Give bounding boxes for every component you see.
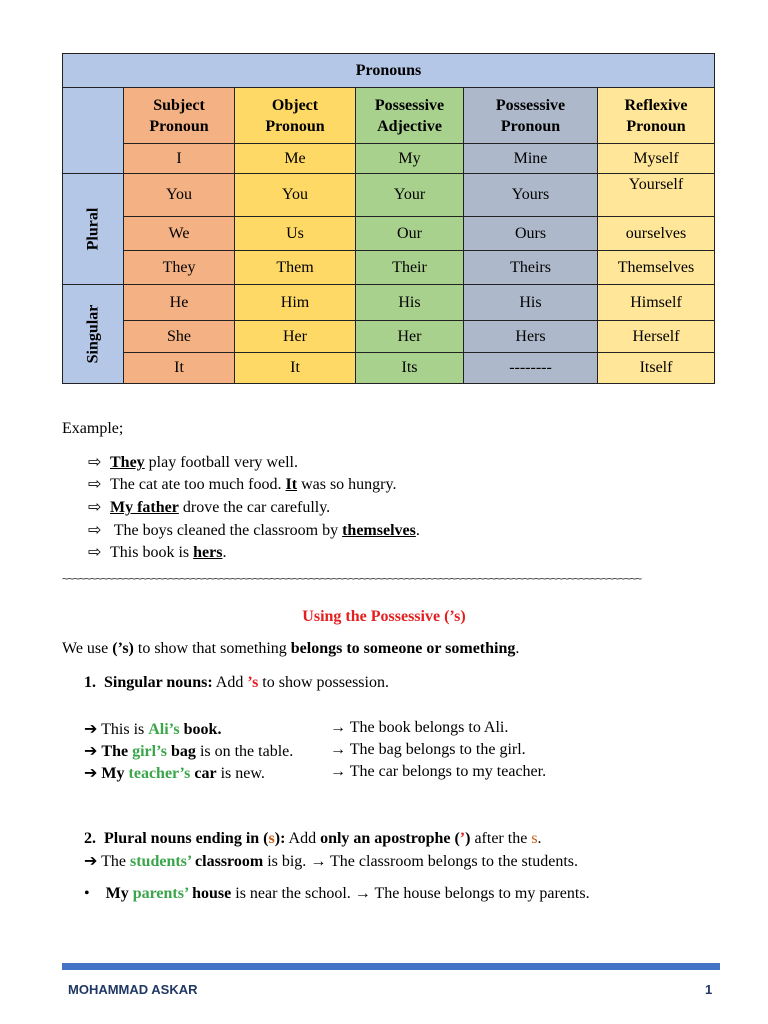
rule-plural: 2. Plural nouns ending in (s): Add only an apostrophe (’) after the s.	[84, 830, 542, 847]
table-row	[63, 285, 715, 321]
header-possessive-pronoun: Possessive Pronoun	[464, 88, 598, 144]
arrow-icon: →	[310, 853, 327, 870]
singular-meaning: → The car belongs to my teacher.	[330, 763, 547, 780]
cell: Hers	[464, 321, 598, 353]
example-item: ⇨ The boys cleaned the classroom by themselves.	[88, 522, 420, 539]
singular-meaning: → The book belongs to Ali.	[330, 719, 509, 736]
cell: Your	[356, 174, 464, 217]
right-arrow-outline-icon: ⇨	[88, 499, 102, 516]
table-row	[63, 321, 715, 353]
cell: Their	[356, 251, 464, 285]
table-row	[63, 251, 715, 285]
cell: You	[124, 174, 235, 217]
cell: Himself	[598, 285, 715, 321]
rule-singular: 1. Singular nouns: Add ’s to show possession.	[84, 674, 389, 691]
pronouns-table	[62, 53, 715, 384]
header-reflexive-pronoun: Reflexive Pronoun	[598, 88, 715, 144]
bullet-example: • My parents’ house is near the school. → The house belongs to my parents.	[84, 885, 590, 902]
cell: Theirs	[464, 251, 598, 285]
cell: It	[235, 353, 356, 384]
singular-meaning: → The bag belongs to the girl.	[330, 741, 526, 758]
right-arrow-outline-icon: ⇨	[88, 522, 102, 539]
header-object-pronoun: Object Pronoun	[235, 88, 356, 144]
thick-arrow-icon: ➔	[84, 743, 98, 760]
example-item: ⇨ The cat ate too much food. It was so hungry.	[88, 476, 397, 493]
arrow-icon: →	[330, 719, 346, 736]
cell: He	[124, 285, 235, 321]
cell: I	[124, 144, 235, 174]
plural-example: ➔ The students’ classroom is big. → The classroom belongs to the students.	[84, 853, 578, 870]
table-title: Pronouns	[63, 54, 715, 88]
cell: Him	[235, 285, 356, 321]
bullet-icon: •	[84, 885, 90, 902]
cell: Me	[235, 144, 356, 174]
plural-label: Plural	[83, 207, 101, 251]
cell: Itself	[598, 353, 715, 384]
thick-arrow-icon: ➔	[84, 765, 98, 782]
header-possessive-adjective: Possessive Adjective	[356, 88, 464, 144]
example-heading: Example;	[62, 420, 124, 437]
wavy-divider: ~~~~~~~~~~~~~~~~~~~~~~~~~~~~~~~~~~~~~~~~~~~~~~~~~~~~~~~~~~~~~~~~~~~~~~~~~~~~~~~~~~~~~~~~~~~~~~~~~~~~~~~	[62, 572, 642, 585]
singular-example: ➔ This is Ali’s book.	[84, 721, 222, 738]
cell: It	[124, 353, 235, 384]
plural-label-cell	[63, 174, 124, 285]
cell: Us	[235, 217, 356, 251]
right-arrow-outline-icon: ⇨	[88, 476, 102, 493]
cell: We	[124, 217, 235, 251]
cell: Them	[235, 251, 356, 285]
cell: My	[356, 144, 464, 174]
example-item: ⇨ My father drove the car carefully.	[88, 499, 331, 516]
cell: Myself	[598, 144, 715, 174]
thick-arrow-icon: ➔	[84, 853, 98, 870]
header-subject-pronoun: Subject Pronoun	[124, 88, 235, 144]
side-blank-cell	[63, 88, 124, 174]
section-title: Using the Possessive (’s)	[302, 608, 466, 625]
cell: --------	[464, 353, 598, 384]
cell: Her	[235, 321, 356, 353]
arrow-icon: →	[330, 741, 346, 758]
example-item: ⇨ They play football very well.	[88, 454, 298, 471]
cell: They	[124, 251, 235, 285]
cell: His	[464, 285, 598, 321]
table-row	[63, 144, 715, 174]
intro-text: We use (’s) to show that something belongs to someone or something.	[62, 640, 520, 657]
table-row	[63, 174, 715, 217]
singular-label-cell	[63, 285, 124, 384]
cell: She	[124, 321, 235, 353]
singular-label: Singular	[84, 304, 101, 364]
singular-example: ➔ My teacher’s car is new.	[84, 765, 265, 782]
example-item: ⇨ This book is hers.	[88, 544, 227, 561]
right-arrow-outline-icon: ⇨	[88, 544, 102, 561]
cell: ourselves	[598, 217, 715, 251]
footer-bar	[62, 963, 720, 970]
footer-author: MOHAMMAD ASKAR	[68, 982, 198, 997]
singular-example: ➔ The girl’s bag is on the table.	[84, 743, 294, 760]
cell: Her	[356, 321, 464, 353]
cell: Themselves	[598, 251, 715, 285]
arrow-icon: →	[354, 885, 371, 902]
thick-arrow-icon: ➔	[84, 721, 98, 738]
cell: His	[356, 285, 464, 321]
cell: Yours	[464, 174, 598, 217]
cell: Yourself	[598, 174, 715, 217]
cell: Its	[356, 353, 464, 384]
cell: Herself	[598, 321, 715, 353]
table-row	[63, 217, 715, 251]
cell: Ours	[464, 217, 598, 251]
cell: Our	[356, 217, 464, 251]
table-row	[63, 353, 715, 384]
arrow-icon: →	[330, 763, 346, 780]
page-number: 1	[705, 982, 713, 997]
right-arrow-outline-icon: ⇨	[88, 454, 102, 471]
cell: Mine	[464, 144, 598, 174]
cell: You	[235, 174, 356, 217]
